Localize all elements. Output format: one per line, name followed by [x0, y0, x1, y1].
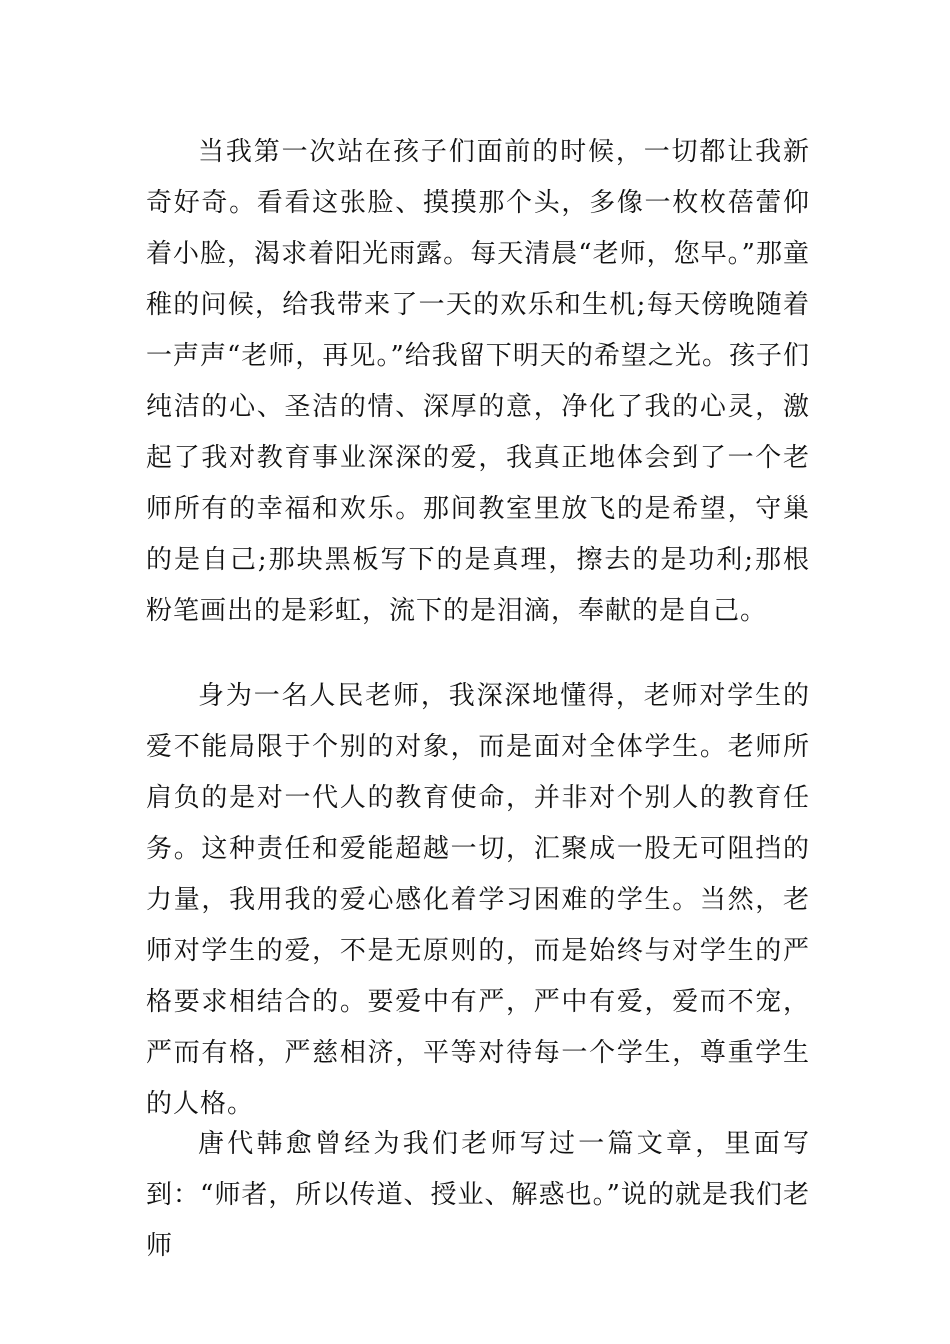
- paragraph-1: 当我第一次站在孩子们面前的时候，一切都让我新奇好奇。看看这张脸、摸摸那个头，多像一枚枚蓓蕾仰着小脸，渴求着阳光雨露。每天清晨“老师，您早。”那童稚的问候，给我带来了一天的欢乐和生机;每天傍晚随着一声声“老师，再见。”给我留下明天的希望之光。孩子们纯洁的心、圣洁的情、深厚的意，净化了我的心灵，激起了我对教育事业深深的爱，我真正地体会到了一个老师所有的幸福和欢乐。那间教室里放飞的是希望，守巢的是自己;那块黑板写下的是真理，擦去的是功利;那根粉笔画出的是彩虹，流下的是泪滴，奉献的是自己。: [146, 137, 810, 626]
- paragraph-3: 唐代韩愈曾经为我们老师写过一篇文章，里面写到：“师者，所以传道、授业、解惑也。”说的就是我们老师: [146, 1129, 810, 1261]
- paragraph-2: 身为一名人民老师，我深深地懂得，老师对学生的爱不能局限于个别的对象，而是面对全体学生。老师所肩负的是对一代人的教育使命，并非对个别人的教育任务。这种责任和爱能超越一切，汇聚成一股无可阻挡的力量，我用我的爱心感化着学习困难的学生。当然，老师对学生的爱，不是无原则的，而是始终与对学生的严格要求相结合的。要爱中有严，严中有爱，爱而不宠，严而有格，严慈相济，平等对待每一个学生，尊重学生的人格。: [146, 681, 810, 1119]
